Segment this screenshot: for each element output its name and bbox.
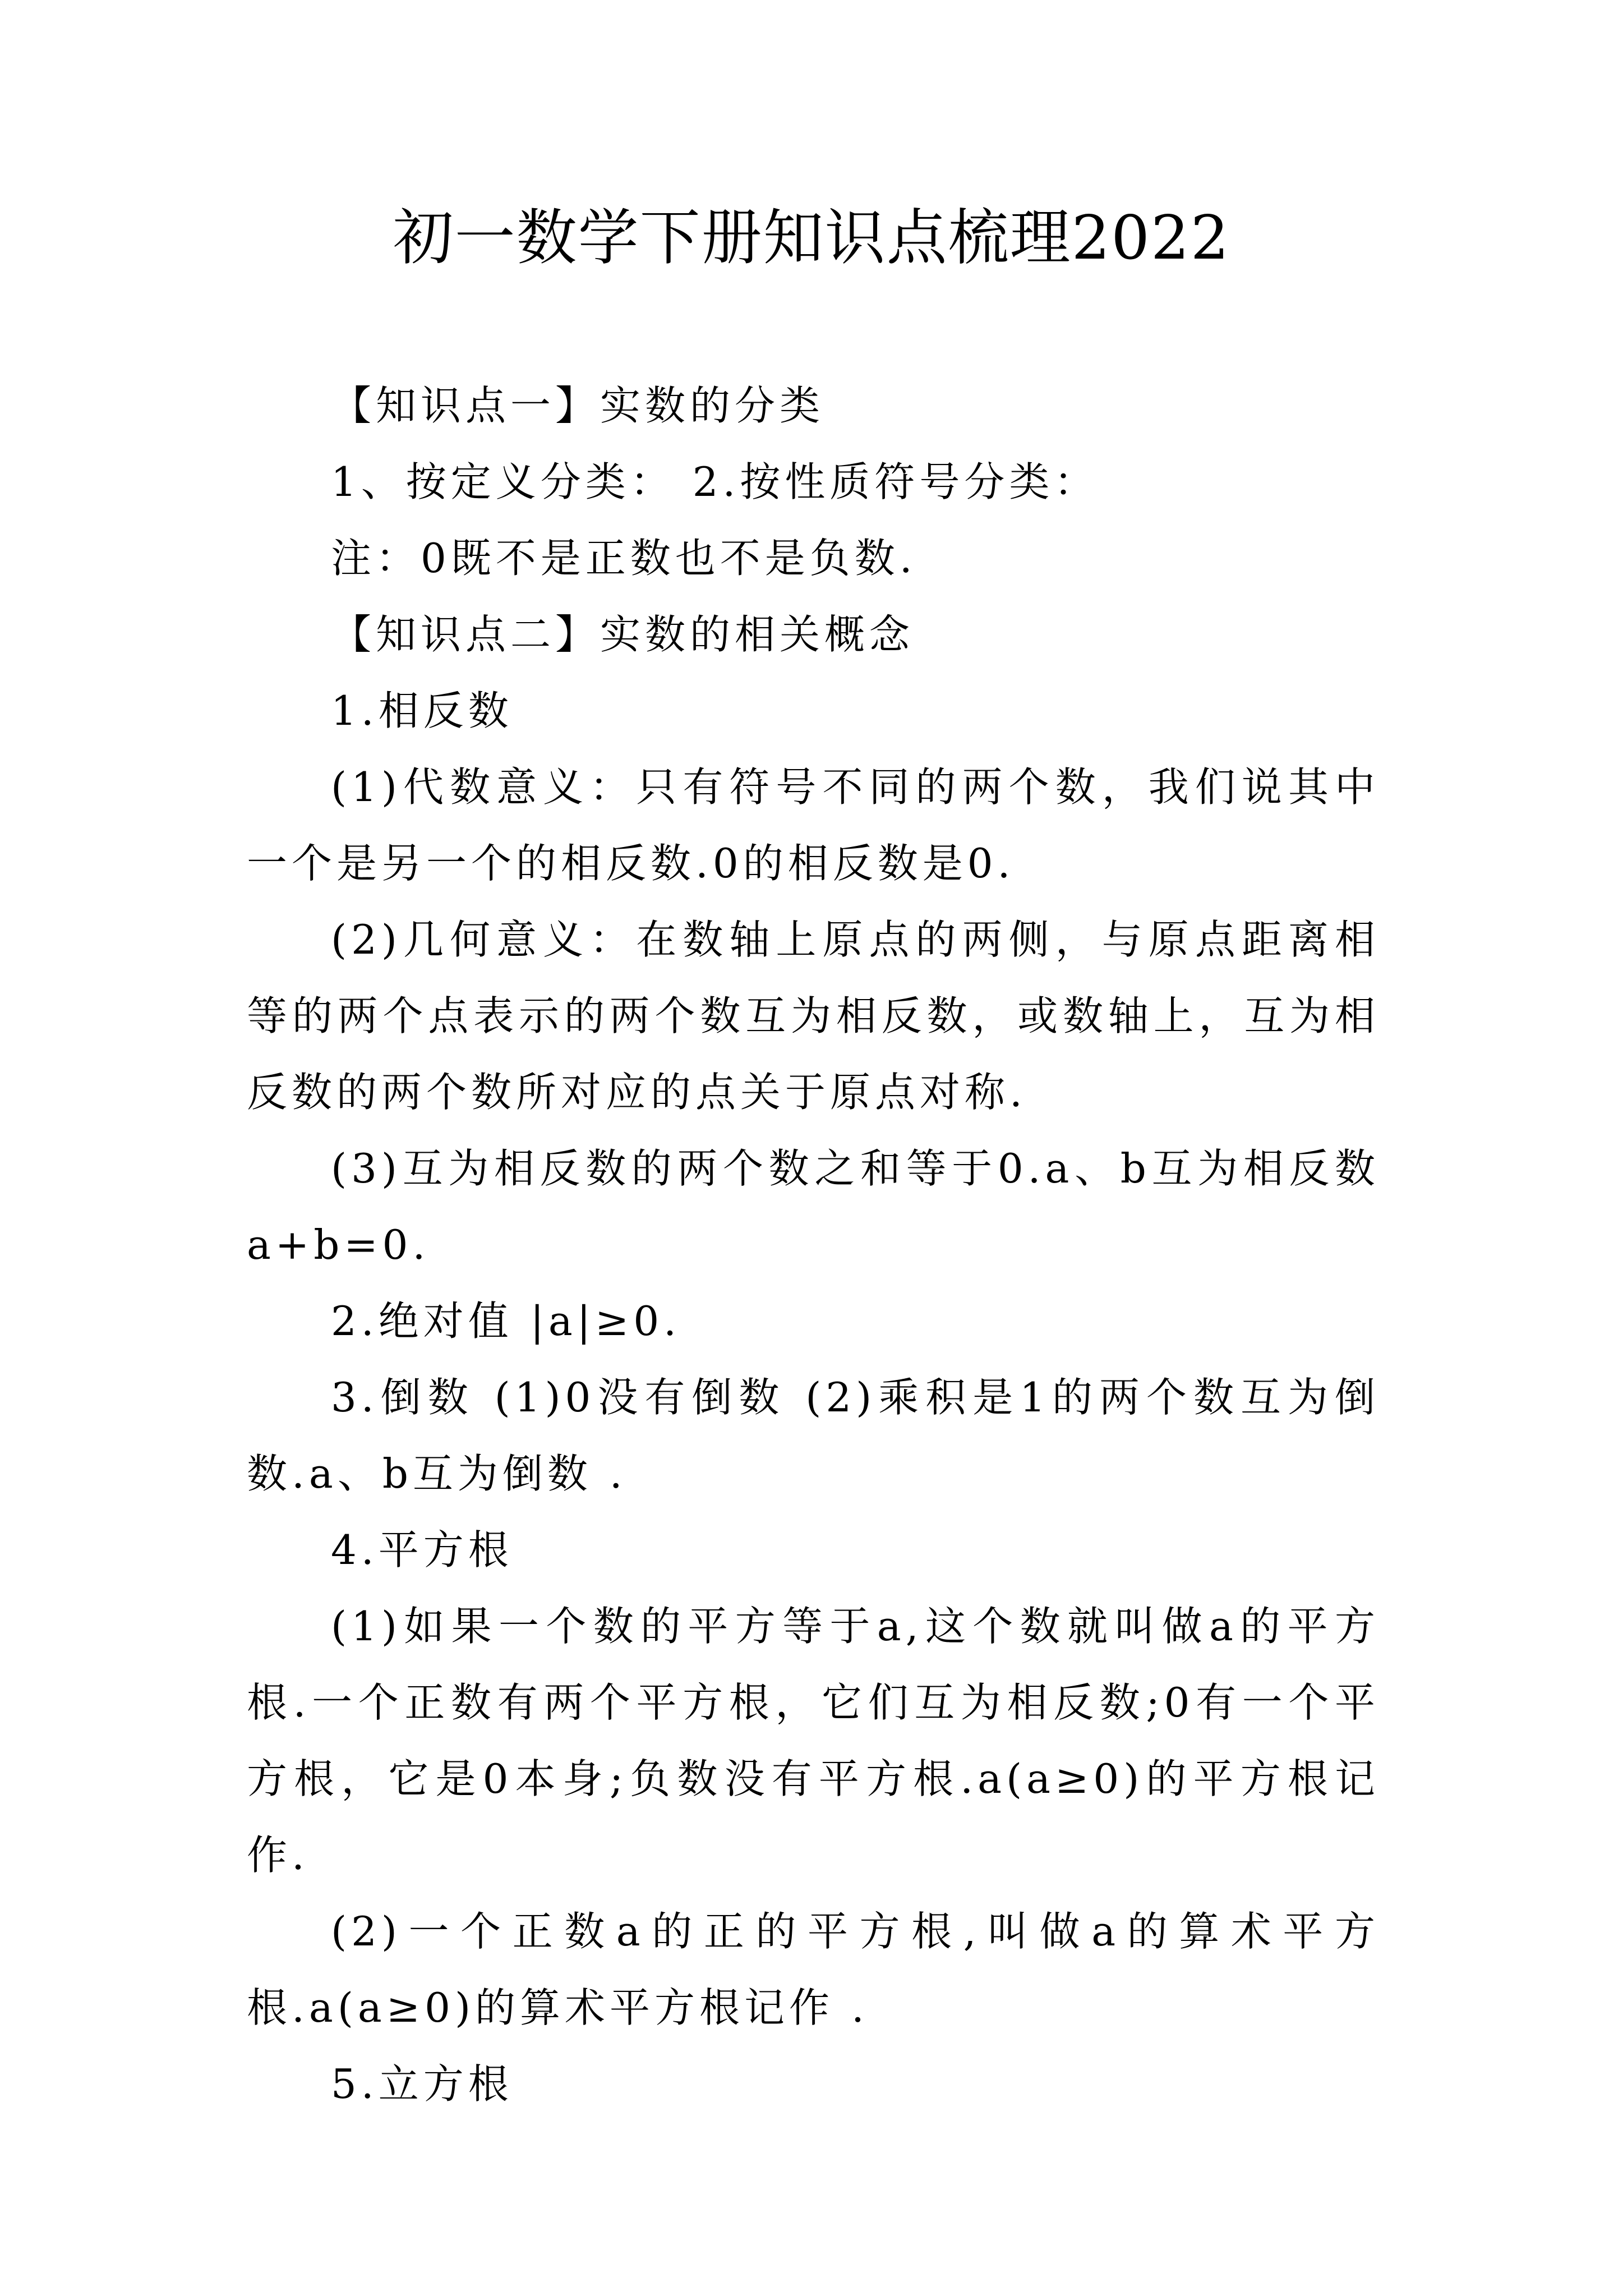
paragraph: (1)代数意义：只有符号不同的两个数，我们说其中一个是另一个的相反数.0的相反数是0. — [247, 763, 1380, 887]
paragraph: 3.倒数 (1)0没有倒数 (2)乘积是1的两个数互为倒数.a、b互为倒数 . — [247, 1374, 1380, 1497]
paragraph: (1)如果一个数的平方等于a,这个数就叫做a的平方根.一个正数有两个平方根，它们互为相反数;0有一个平方根，它是0本身;负数没有平方根.a(a≥0)的平方根记作. — [247, 1603, 1380, 1879]
paragraph: (2)几何意义：在数轴上原点的两侧，与原点距离相等的两个点表示的两个数互为相反数，或数轴上，互为相反数的两个数所对应的点关于原点对称. — [247, 916, 1380, 1116]
document-title: 初一数学下册知识点梳理2022 — [393, 203, 1230, 273]
subheading: 4.平方根 — [331, 1526, 513, 1573]
paragraph: 1、按定义分类： 2.按性质符号分类： — [331, 458, 1099, 505]
section-heading: 【知识点二】实数的相关概念 — [331, 611, 915, 658]
section-heading: 【知识点一】实数的分类 — [331, 382, 825, 429]
subheading: 2.绝对值 |a|≥0. — [331, 1297, 681, 1345]
subheading: 5.立方根 — [331, 2060, 513, 2108]
paragraph: (2)一个正数a的正的平方根,叫做a的算术平方根.a(a≥0)的算术平方根记作 . — [247, 1908, 1380, 2031]
document-body — [247, 367, 1380, 2122]
paragraph: (3)互为相反数的两个数之和等于0.a、b互为相反数a+b=0. — [247, 1145, 1380, 1268]
paragraph: 注：0既不是正数也不是负数. — [331, 535, 917, 582]
subheading: 1.相反数 — [331, 687, 513, 734]
